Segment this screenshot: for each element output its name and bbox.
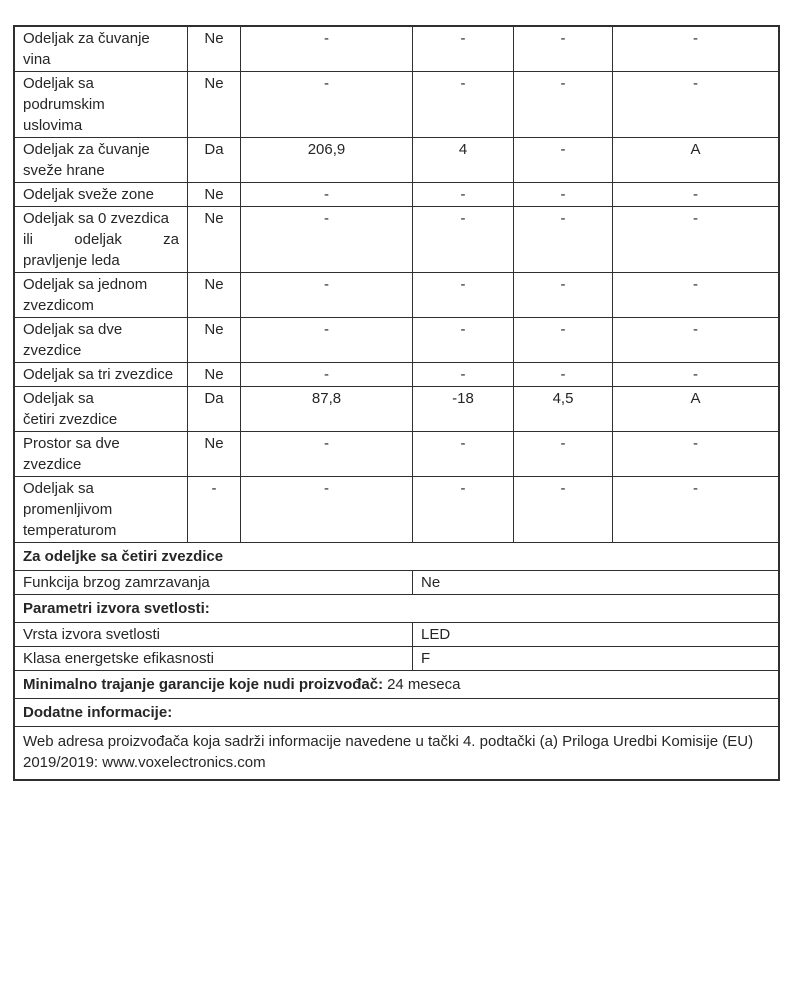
twocol-row [15,570,778,594]
class-cell: - [612,432,778,476]
compartment-name-line: četiri zvezdice [23,411,118,428]
inline-value: 24 meseca [387,676,461,693]
class-cell: - [612,318,778,362]
compartment-name-line: Odeljak za čuvanje [23,30,150,47]
temperature-cell: -18 [412,387,513,431]
compartment-row [15,137,778,182]
temperature-cell: - [412,273,513,317]
parameter-value-cell: Ne [412,571,778,594]
inline-row [15,670,778,698]
temperature-cell: - [412,363,513,386]
compartment-name-cell [15,27,187,71]
parameter-value-cell: F [412,647,778,670]
compartment-name-cell [15,432,187,476]
temperature-cell: - [412,477,513,542]
parameter-value-cell: LED [412,623,778,646]
presence-cell: Ne [187,183,240,206]
compartment-row [15,272,778,317]
twocol-row [15,646,778,670]
presence-cell: Ne [187,318,240,362]
class-cell: - [612,72,778,137]
section-row [15,542,778,570]
compartment-name-cell [15,318,187,362]
section-header-cell: Dodatne informacije: [23,704,173,721]
temperature-cell: - [412,318,513,362]
compartment-name-cell [15,72,187,137]
compartment-row [15,476,778,542]
compartment-name-cell [15,138,187,182]
section-header-cell: Parametri izvora svetlosti: [23,600,210,617]
compartment-name-line: Odeljak sa jednom [23,276,148,293]
parameter-label-cell: Vrsta izvora svetlosti [23,626,160,643]
presence-cell: Ne [187,432,240,476]
parameter-label-cell: Klasa energetske efikasnosti [23,650,214,667]
presence-cell: - [187,477,240,542]
presence-cell: Ne [187,27,240,71]
capacity-cell: - [513,273,612,317]
compartment-name-line: Odeljak sa [23,390,94,407]
class-cell: A [612,387,778,431]
volume-cell: - [240,363,412,386]
capacity-cell: - [513,72,612,137]
volume-cell: - [240,27,412,71]
presence-cell: Da [187,387,240,431]
volume-cell: - [240,273,412,317]
note-line: Web adresa proizvođača koja sadrži informacije navedene u tački 4. podtački (a) Priloga Uredbi Komisije (EU) [23,733,754,750]
volume-cell: - [240,207,412,272]
capacity-cell: - [513,27,612,71]
volume-cell: 206,9 [240,138,412,182]
twocol-row [15,622,778,646]
compartment-name-cell [15,207,187,272]
compartment-name-line: Odeljak sa [23,480,94,497]
capacity-cell: - [513,138,612,182]
section-header-cell: Za odeljke sa četiri zvezdice [23,548,224,565]
compartment-name-line: zvezdicom [23,297,94,314]
volume-cell: - [240,72,412,137]
class-cell: - [612,273,778,317]
compartment-name-cell [15,363,187,386]
compartment-name-line: Odeljak za čuvanje [23,141,150,158]
compartment-row [15,71,778,137]
volume-cell: - [240,318,412,362]
compartment-name-line: vina [23,51,51,68]
inline-cell [15,671,778,698]
temperature-cell: - [412,27,513,71]
class-cell: - [612,27,778,71]
capacity-cell: - [513,318,612,362]
note-row [15,726,778,779]
compartment-name-line: uslovima [23,117,83,134]
compartment-name-cell [15,183,187,206]
volume-cell: - [240,183,412,206]
capacity-cell: - [513,207,612,272]
compartment-name-line: Odeljak sveže zone [23,186,154,203]
capacity-cell: - [513,432,612,476]
volume-cell: 87,8 [240,387,412,431]
temperature-cell: 4 [412,138,513,182]
note-cell [15,727,778,779]
section-row [15,698,778,726]
inline-label: Minimalno trajanje garancije koje nudi proizvođač: [23,676,384,693]
compartment-row [15,182,778,206]
presence-cell: Ne [187,72,240,137]
compartment-name-line: pravljenje leda [23,252,120,269]
class-cell: - [612,363,778,386]
presence-cell: Ne [187,273,240,317]
compartment-name-line: zvezdice [23,342,82,359]
capacity-cell: - [513,477,612,542]
compartment-name-cell [15,273,187,317]
class-cell: A [612,138,778,182]
compartment-name-line: Odeljak sa tri zvezdice [23,366,174,383]
class-cell: - [612,207,778,272]
compartment-row [15,362,778,386]
compartment-name-line: temperaturom [23,522,117,539]
temperature-cell: - [412,183,513,206]
compartment-name-line: Odeljak sa podrumskim [23,75,105,113]
class-cell: - [612,477,778,542]
temperature-cell: - [412,432,513,476]
section-row [15,594,778,622]
compartment-name-line: Odeljak sa dve [23,321,123,338]
compartment-name-line: promenljivom [23,501,113,518]
compartment-row [15,431,778,476]
compartment-name-line: Prostor sa dve [23,435,120,452]
compartment-name-cell [15,387,187,431]
volume-cell: - [240,432,412,476]
compartment-row [15,317,778,362]
compartment-row [15,206,778,272]
compartment-row [15,27,778,71]
compartment-name-cell [15,477,187,542]
capacity-cell: - [513,183,612,206]
temperature-cell: - [412,207,513,272]
presence-cell: Ne [187,363,240,386]
presence-cell: Da [187,138,240,182]
capacity-cell: - [513,363,612,386]
note-line: 2019/2019: www.voxelectronics.com [23,754,266,771]
product-information-table [13,25,780,781]
compartment-name-line: zvezdice [23,456,82,473]
compartment-name-line: Odeljak sa 0 zvezdica [23,210,169,227]
compartment-row [15,386,778,431]
compartment-name-line: sveže hrane [23,162,105,179]
class-cell: - [612,183,778,206]
temperature-cell: - [412,72,513,137]
parameter-label-cell: Funkcija brzog zamrzavanja [23,574,210,591]
capacity-cell: 4,5 [513,387,612,431]
presence-cell: Ne [187,207,240,272]
volume-cell: - [240,477,412,542]
compartment-name-line: ili odeljak za [23,231,179,248]
